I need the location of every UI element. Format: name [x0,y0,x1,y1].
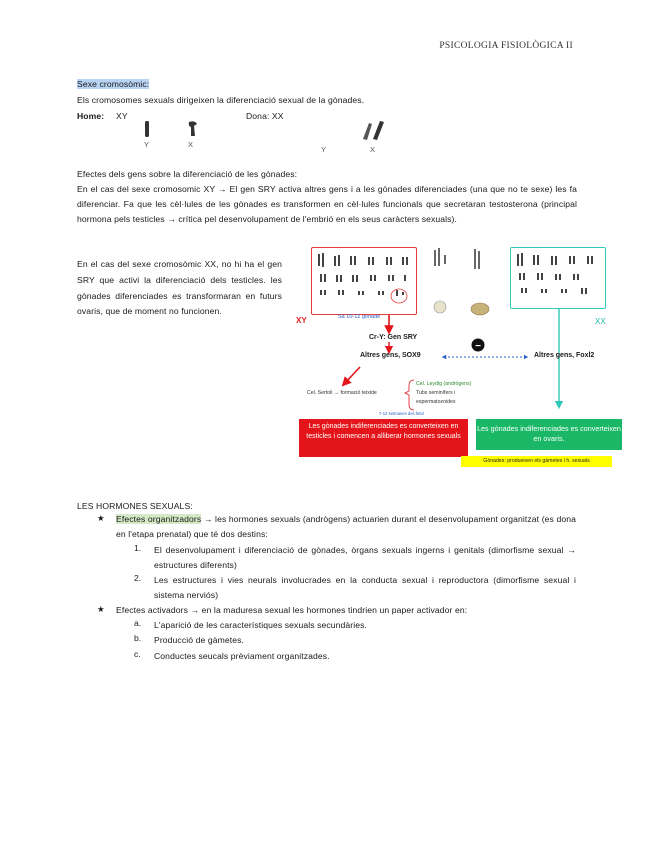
leydig-labels [416,380,471,406]
letter-a: a. [134,618,142,628]
gonades-note: Gònades: produeixen els gàmetes i h. sexuals [461,456,612,467]
intro-text: Els cromosomes sexuals dirigeixen la diferenciació sexual de la gònades. [77,95,365,105]
chrom-label-x: X [188,140,194,149]
destins-1: El desenvolupament i diferenciació de gònades, òrgans sexuals ingerns i genitals (dimorfisme sexual → estructures diferents) [154,545,576,570]
destins-2: Les estructures i vies neurals involucrades en la conducta sexual i reproductora (dimorfisme sexual i sistema nerviós) [154,575,576,600]
dona-label: Dona: XX [246,111,284,121]
xx-body: En el cas del sexe cromosòmic XX, no hi ha el gen SRY que activi la diferenciació dels testicles. les gònades diferenciades es transformaran en futurs ovaris, que de moment no funcionen. [77,259,282,317]
chrom-label-y: Y [144,140,150,149]
setmanes-label: 7-12 setmanes des fetal [379,411,424,416]
leydig-line-1: Cel. Leydig (andrògens) [416,381,472,387]
activador-b: Producció de gàmetes. [154,635,244,645]
organitzadors-rest: → les hormones sexuals (andrògens) actuarien durant el desenvolupament organitzat (es dona en l'etapa prenatal) que té dos destins: [116,514,576,539]
sox9-label: Altres gens, SOX9 [360,352,421,359]
activador-a: L'aparició de les característiques sexuals secundàries. [154,620,368,630]
arrow-to-sertoli [345,367,360,383]
efectes-body: En el cas del sexe cromosomic XY → El gen SRY activa altres gens i a les gònades diferenciades (una que no te sexe) les fa diferenciar. Fa que les cèl·lules de les gònades es transformen en cèl·lules funcionals que secretaran testosterona (principal hormona pels testicles → crítica pel desenvolupament de l'embrió en els seus caràcters sexuals). [77,184,577,224]
leydig-line-2: Tubs seminífers i [416,389,456,396]
hormones-title: LES HORMONES SEXUALS: [77,501,193,511]
testicles-box: Les gònades indiferenciades es converteixen en testicles i comencen a alliberar hormones sexuals [299,419,468,457]
ovaries-box: Les gònades indiferenciades es converteixen en ovaris. [476,419,622,450]
efectes-title: Efectes dels gens sobre la diferenciació de les gònades: [77,169,298,179]
leydig-line-3: espermatozoides [416,398,456,405]
chrom-label-y2: Y [321,145,327,154]
sertoli-label: Cel. Sertoli → formació teixide [307,390,377,396]
activador-c: Conductes seucals prèviament organitzades. [154,651,330,661]
letter-c: c. [134,649,141,659]
label-xx: XX [595,317,606,326]
page-header: PSICOLOGIA FISIOLÒGICA II [439,41,573,51]
home-value: XY [116,111,128,121]
number-1: 1. [134,543,142,553]
minus-sign: − [475,341,481,352]
chrom-label-x2: X [370,145,376,154]
number-2: 2. [134,573,142,583]
activadors-text: Efectes activadors → en la maduresa sexual les hormones tindrien un paper activador en: [116,605,468,615]
organitzadors-term: Efectes organitzadors [116,514,202,524]
leydig-brace [405,380,414,410]
section-title-text: Sexe cromosòmic: [77,79,150,89]
star-bullet-icon: ★ [97,604,105,614]
cry-sry-label: Cr-Y: Gen SRY [369,334,418,341]
letter-b: b. [134,633,142,643]
star-bullet-icon: ★ [97,513,105,523]
weeks-label: Sa 10-12 gonade [338,314,381,320]
home-label: Home: [77,111,105,121]
label-xy: XY [296,316,307,325]
foxl2-label: Altres gens, Foxl2 [534,352,595,359]
organitzadors-text [116,512,576,542]
